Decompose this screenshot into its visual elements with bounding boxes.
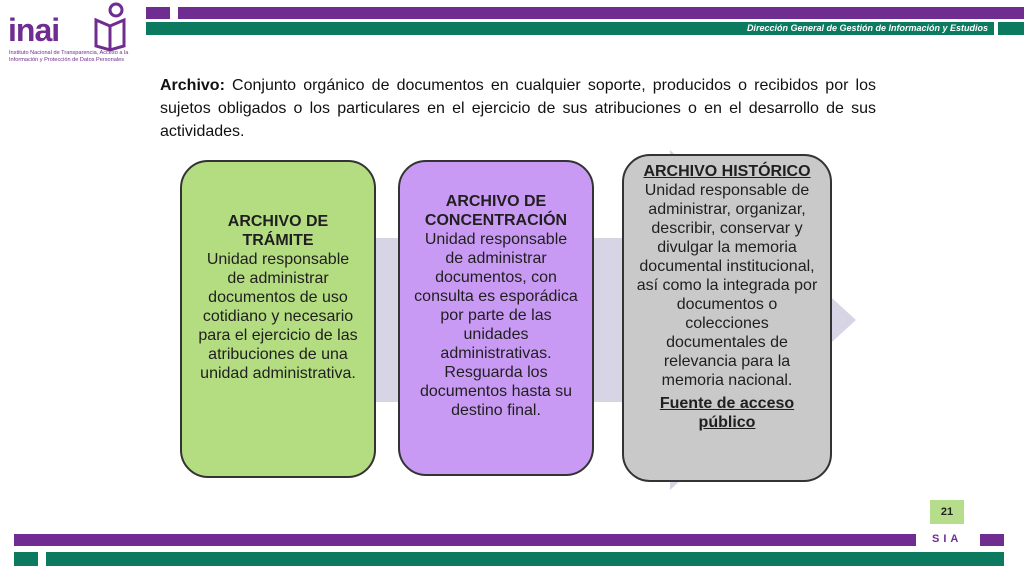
stage-title: ARCHIVO HISTÓRICO (643, 163, 811, 180)
definition-text: Conjunto orgánico de documentos en cualquier soporte, producidos o recibidos por los sujetos obligados o los particulares en el ejercicio de sus atribuciones o en el desarrollo de sus actividades. (160, 77, 876, 140)
direction-label: Dirección General de Gestión de Información y Estudios (746, 23, 988, 33)
stage-description: Unidad responsable de administrar documentos de uso cotidiano y necesario para el ejercicio de las atribuciones de una unidad administrativa. (198, 251, 358, 382)
header-bar-purple-small (146, 7, 170, 19)
page-number: 21 (930, 500, 964, 524)
stage-archivo-concentracion (398, 160, 594, 476)
definition-paragraph (160, 74, 876, 143)
stage-footer-note: Fuente de acceso público (659, 395, 795, 431)
inai-logo-mark-icon (90, 2, 130, 52)
header-bar-purple (178, 7, 1024, 19)
inai-logo: inai (8, 12, 60, 48)
sia-brand: SIA (932, 533, 963, 545)
stage-archivo-historico (622, 154, 832, 482)
definition-term: Archivo: (160, 77, 225, 94)
stage-title: ARCHIVO DE TRÁMITE (227, 213, 329, 249)
footer-bar-purple (14, 534, 916, 546)
footer-bar-green (46, 552, 1004, 566)
inai-logo-subtitle: Instituto Nacional de Transparencia, Acceso a la Información y Protección de Datos Personales (9, 50, 129, 63)
stage-description: Unidad responsable de administrar, organizar, describir, conservar y divulgar la memoria documental institucional, así como la integrada por documentos o colecciones documentales de relevancia para la memoria nacional. (636, 182, 818, 389)
stage-description: Unidad responsable de administrar documentos, con consulta es esporádica por parte de las unidades administrativas. Resguarda los documentos hasta su destino final. (414, 231, 578, 419)
footer-bar-purple-end (980, 534, 1004, 546)
header-bar-green-end (998, 22, 1024, 35)
stage-archivo-tramite (180, 160, 376, 478)
stage-title: ARCHIVO DE CONCENTRACIÓN (424, 193, 568, 229)
footer-bar-green-start (14, 552, 38, 566)
